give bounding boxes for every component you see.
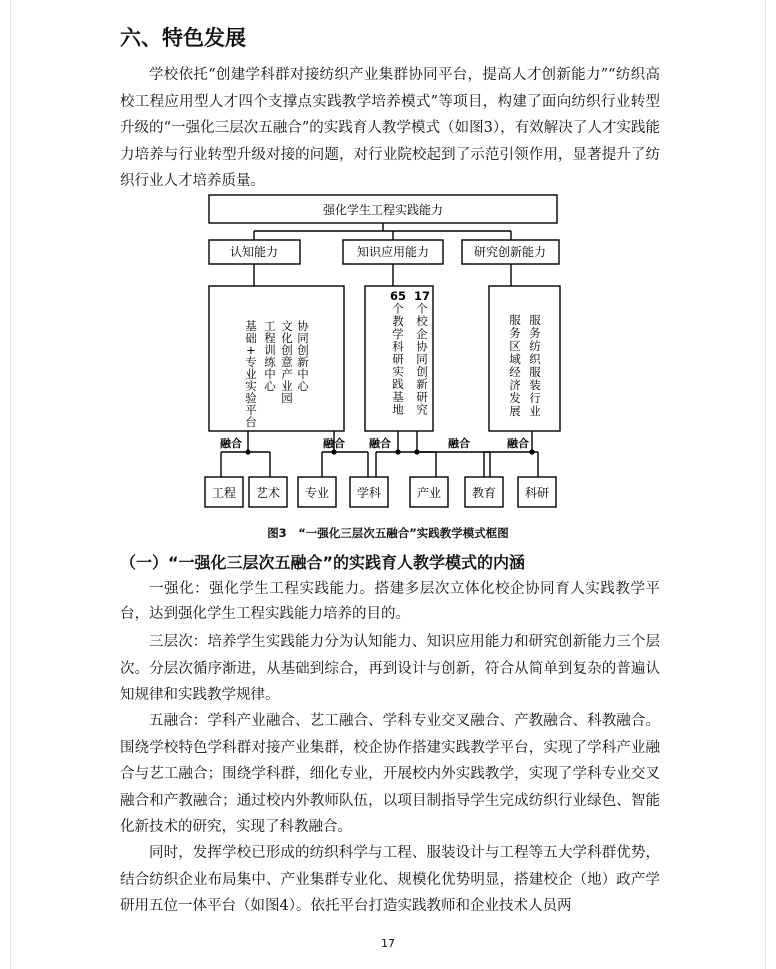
intro-paragraph: 学校依托“创建学科群对接纺织产业集群协同平台，提高人才创新能力”“纺织高校工程应用型人才四个支撑点实践教学培养模式”等项目，构建了面向纺织行业转型升级的“一强化三层次五融合”的实践育人教学模式（如图3），有效解决了人才实践能力培养与行业转型升级对接的问题，对行业院校起到了示范引领作用，显著提升了纺织行业人才培养质量。 [120,67,660,189]
col1-line-1: 协同创新中心 [297,319,309,393]
page-number: 17 [381,937,395,950]
col1-line-4: 基础+专业实验平台 [245,319,257,429]
level-label-cognition: 认知能力 [229,245,279,259]
platform-box-3 [489,286,560,431]
fusion-label-5: 融合 [507,437,529,450]
bottom-label-education: 教育 [471,486,497,500]
col3-line-1: 服务纺织服装行业 [529,313,541,418]
col1-line-2: 文化创意产业园 [281,319,293,405]
paragraph-three-levels: 三层次：培养学生实践能力分为认知能力、知识应用能力和研究创新能力三个层次。分层次循序渐进，从基础到综合，再到设计与创新，符合从简单到复杂的普遍认知规律和实践教学规律。 [120,634,660,703]
col2-line-1: 17 个校企协同创新研究 [413,289,431,417]
section-heading: 六、特色发展 [120,26,246,50]
bottom-label-major: 专业 [304,486,330,500]
bottom-label-research: 科研 [524,486,550,500]
platform-box-1 [209,286,344,431]
level-label-innovation: 研究创新能力 [473,245,547,259]
col2-line-2: 65 个教学科研实践基地 [389,289,407,417]
paragraph-five-fusions: 五融合：学科产业融合、艺工融合、学科专业交叉融合、产教融合、科教融合。围绕学校特色学科群对接产业集群，校企协作搭建实践教学平台，实现了学科产业融合与艺工融合；围绕学科群，细化专业，开展校内外实践教学，实现了学科专业交叉融合和产教融合；通过校内外教师队伍，以项目制指导学生完成纺织行业绿色、智能化新技术的研究，实现了科教融合。 [120,713,660,835]
bottom-label-art: 艺术 [255,486,281,500]
bottom-label-industry: 产业 [416,486,442,500]
bottom-label-engineering: 工程 [211,486,237,500]
fusion-label-4: 融合 [448,437,470,450]
sub-heading: （一）“一强化三层次五融合”的实践育人教学模式的内涵 [120,553,526,572]
paragraph-meanwhile: 同时，发挥学校已形成的纺织科学与工程、服装设计与工程等五大学科群优势，结合纺织企业布局集中、产业集群专业化、规模化优势明显，搭建校企（地）政产学研用五位一体平台（如图4）。依托平台打造实践教师和企业技术人员两 [120,845,660,914]
fusion-label-1: 融合 [220,437,242,450]
col1-line-3: 工程训练中心 [264,319,276,393]
paragraph-one-strengthen: 一强化：强化学生工程实践能力。搭建多层次立体化校企协同育人实践教学平台，达到强化学生工程实践能力培养的目的。 [120,581,660,622]
col3-line-2: 服务区域经济发展 [509,313,521,418]
level-label-application: 知识应用能力 [356,245,430,259]
top-box-label: 强化学生工程实践能力 [322,203,444,217]
fusion-label-2: 融合 [323,437,345,450]
bottom-label-discipline: 学科 [356,486,382,500]
fusion-label-3: 融合 [369,437,391,450]
figure-caption: 图3 “一强化三层次五融合”实践教学模式框图 [267,526,509,540]
